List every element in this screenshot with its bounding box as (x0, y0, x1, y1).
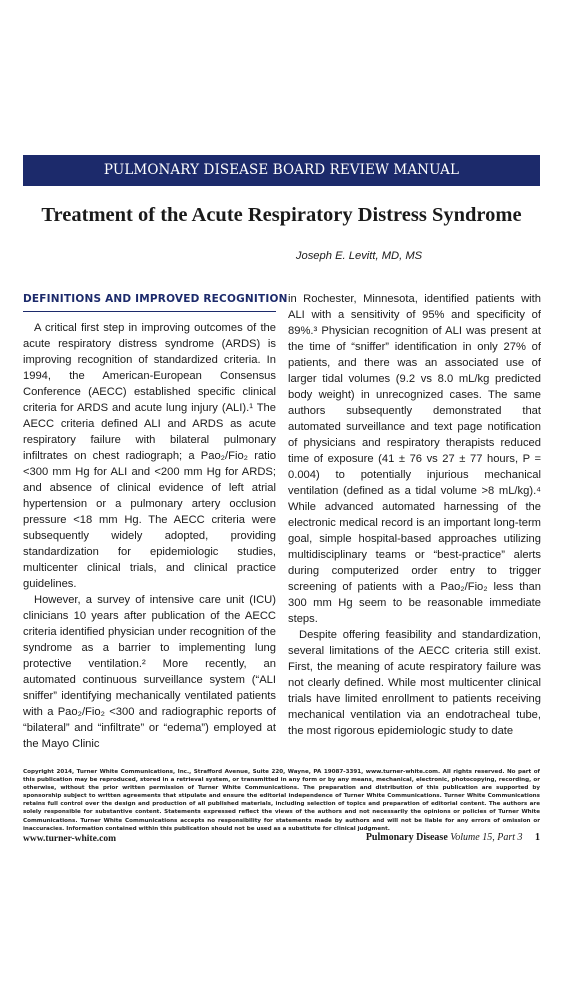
section-heading: DEFINITIONS AND IMPROVED RECOGNITION (23, 291, 276, 312)
paragraph-4: Despite offering feasibility and standardization, several limitations of the AECC criteria still exist. First, the meaning of acute respiratory failure was not clearly defined. While most multicenter clinical trials have limited enrollment to patients receiving mechanical ventilation via an endotracheal tube, the most rigorous epidemiologic study to date (288, 629, 541, 737)
paragraph-1: A critical first step in improving outcomes of the acute respiratory distress syndrome (ARDS) is improving recognition of standardized criteria. In 1994, the American-European Consensus Conference (AECC) established specific clinical criteria for ARDS and acute lung injury (ALI).¹ The AECC criteria defined ALI and ARDS as acute respiratory failure with bilateral pulmonary infiltrates on chest radiograph; a Pao₂/Fio₂ ratio <300 mm Hg for ALI and <200 mm Hg for ARDS; and absence of clinical evidence of left atrial hypertension or a pulmonary artery occlusion pressure <18 mm Hg. The AECC criteria were subsequently widely adopted, providing standardization for epidemiologic studies, multicenter clinical trials, and clinical practice guidelines. (23, 322, 276, 590)
paragraph-3: in Rochester, Minnesota, identified patients with ALI with a sensitivity of 95% and specificity of 89%.³ Physician recognition of ALI was present at the time of “sniffer” identification in only 27% of patients, and there was an associated use of larger tidal volumes (9.2 vs 8.0 mL/kg predicted body weight) in unrecognized cases. The same authors subsequently demonstrated that automated surveillance and text page notification of physicians and respiratory therapists reduced time of exposure (41 ± 76 vs 27 ± 77 hours, P = 0.004) to potentially injurious mechanical ventilation (defined as a tidal volume >8 mL/kg).⁴ While advanced automated harnessing of the electronic medical record is an important long-term goal, simple hospital-based approaches utilizing multidisciplinary teams or “best-practice” alerts during computerized order entry to trigger screening of patients with a Pao₂/Fio₂ less than 300 mm Hg seem to be reasonable immediate steps. (288, 293, 541, 625)
paragraph-2: However, a survey of intensive care unit (ICU) clinicians 10 years after publication of the AECC criteria identified physician under recognition of the syndrome as a barrier to implementing lung protective ventilation.² More recently, an automated continuous surveillance system (“ALI sniffer” identifying mechanically ventilated patients with a Pao₂/Fio₂ <300 and radiographic reports of “bilateral” and “infiltrate” or “edema”) employed at the Mayo Clinic (23, 594, 276, 750)
footer-volume: Volume 15, Part 3 (450, 832, 523, 843)
journal-banner: PULMONARY DISEASE BOARD REVIEW MANUAL (23, 155, 540, 186)
right-column (288, 291, 541, 739)
page-number: 1 (535, 832, 540, 843)
footer-journal-info (366, 832, 540, 843)
copyright-notice: Copyright 2014, Turner White Communications, Inc., Strafford Avenue, Suite 220, Wayne, PA 19087-3391, www.turner-white.com. All rights reserved. No part of this publication may be reproduced, stored in a retrieval system, or transmitted in any form or by any means, mechanical, electronic, photocopying, recording, or otherwise, without the prior written permission of Turner White Communications. The preparation and distribution of this publication are supported by sponsorship subject to written agreements that stipulate and ensure the editorial independence of Turner White Communications. Turner White Communications retains full control over the design and production of all published materials, including selection of topics and preparation of editorial content. The authors are solely responsible for substantive content. Statements expressed reflect the views of the authors and not necessarily the opinions or policies of Turner White Communications. Turner White Communications accepts no responsibility for statements made by authors and will not be liable for any errors of omission or inaccuracies. Information contained within this publication should not be used as a substitute for clinical judgment. (23, 769, 540, 832)
footer-url: www.turner-white.com (23, 834, 117, 844)
author-line: Joseph E. Levitt, MD, MS (295, 250, 423, 262)
left-column (23, 291, 288, 752)
article-title: Treatment of the Acute Respiratory Distress Syndrome (41, 204, 522, 226)
footer-journal-name: Pulmonary Disease (365, 832, 448, 843)
